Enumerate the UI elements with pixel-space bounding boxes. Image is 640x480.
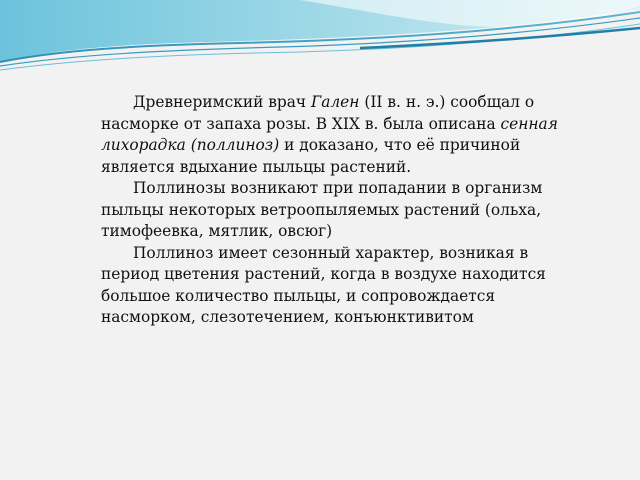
text-segment: (II в. н. э.) сообщал о насморке от запаха розы. В XIX в. была описана: [101, 93, 535, 133]
name-galen: Гален: [311, 93, 360, 111]
paragraph-galen: [101, 92, 571, 178]
header-wave-decoration: [0, 0, 640, 80]
text-segment: Древнеримский врач: [133, 93, 311, 111]
text-segment: и доказано, что её причиной является вдыхание пыльцы растений.: [101, 136, 521, 176]
paragraph-causes: Поллинозы возникают при попадании в организм пыльцы некоторых ветроопыляемых растений (ольха, тимофеевка, мятлик, овсюг): [101, 179, 543, 240]
body-text: [101, 92, 571, 329]
paragraph-symptoms: Поллиноз имеет сезонный характер, возникая в период цветения растений, когда в воздухе находится большое количество пыльцы, и сопровождается насморком, слезотечением, конъюнктивитом: [101, 243, 546, 326]
term-hay-fever: сенная лихорадка (поллиноз): [101, 114, 558, 154]
